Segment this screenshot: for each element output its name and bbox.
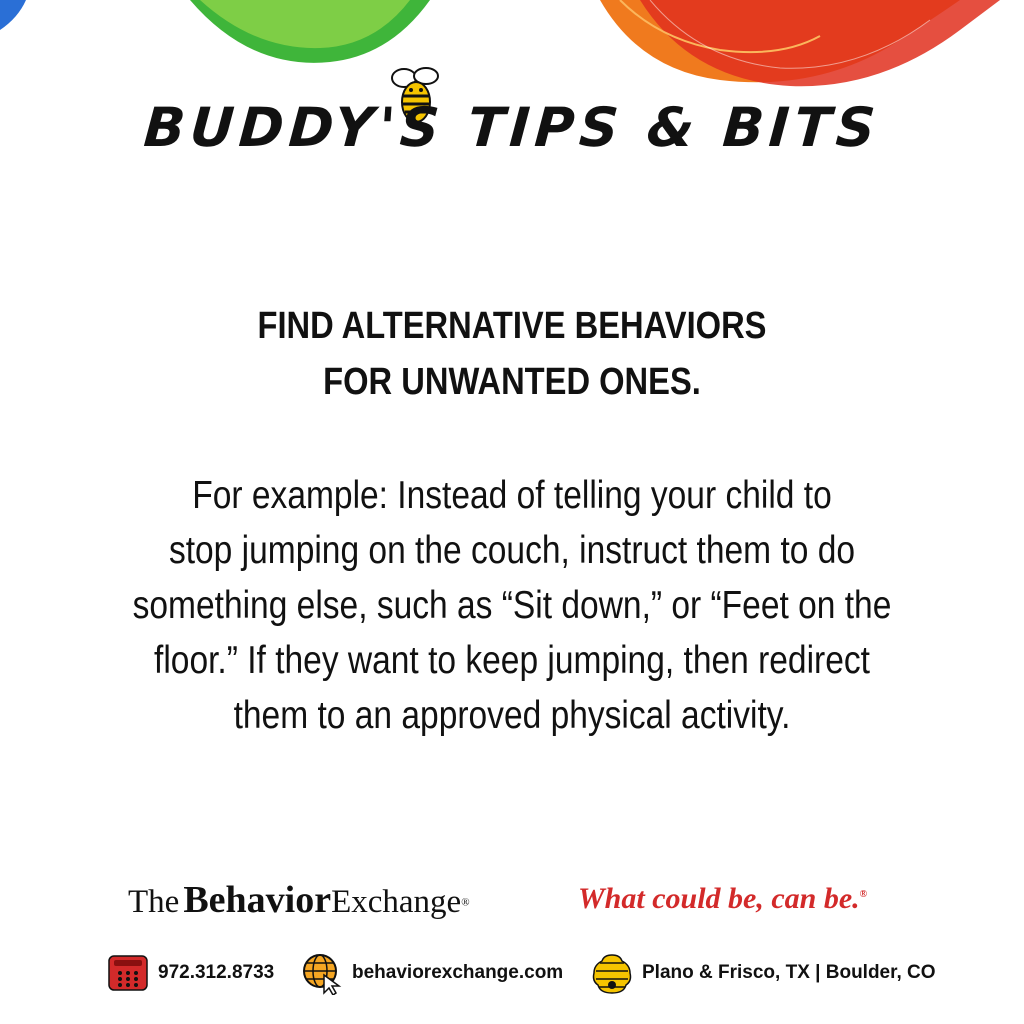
locations-text: Plano & Frisco, TX | Boulder, CO bbox=[642, 962, 936, 983]
body-line: floor.” If they want to keep jumping, then redirect bbox=[154, 639, 870, 682]
globe-cursor-icon bbox=[300, 951, 344, 995]
brand-behavior: Behavior bbox=[183, 879, 332, 921]
tagline-text: What could be, can be. bbox=[578, 882, 860, 915]
brand-logo bbox=[128, 878, 470, 922]
brand-tagline bbox=[578, 882, 867, 916]
telephone-icon bbox=[106, 951, 150, 995]
brand-the: The bbox=[128, 884, 180, 920]
brand-exchange: Exchange bbox=[331, 884, 462, 920]
body-line: For example: Instead of telling your child to bbox=[192, 474, 832, 517]
headline-line-1: FIND ALTERNATIVE BEHAVIORS bbox=[257, 305, 767, 347]
footer-phone[interactable] bbox=[106, 950, 274, 996]
body-line: something else, such as “Sit down,” or “Feet on the bbox=[132, 584, 892, 627]
footer-website[interactable] bbox=[300, 950, 563, 996]
beehive-icon bbox=[590, 951, 634, 995]
headline-line-2: FOR UNWANTED ONES. bbox=[323, 361, 701, 403]
tagline-registered-mark: ® bbox=[859, 889, 868, 900]
page-title: BUDDY'S TIPS & BITS bbox=[141, 96, 883, 159]
body-line: stop jumping on the couch, instruct them to do bbox=[168, 529, 856, 572]
brand-registered-mark: ® bbox=[461, 896, 470, 909]
website-link[interactable]: behaviorexchange.com bbox=[352, 962, 564, 983]
phone-number: 972.312.8733 bbox=[158, 962, 275, 983]
tip-headline bbox=[72, 298, 953, 410]
tip-body bbox=[72, 468, 953, 743]
footer-locations bbox=[590, 950, 936, 996]
body-line: them to an approved physical activity. bbox=[233, 694, 791, 737]
